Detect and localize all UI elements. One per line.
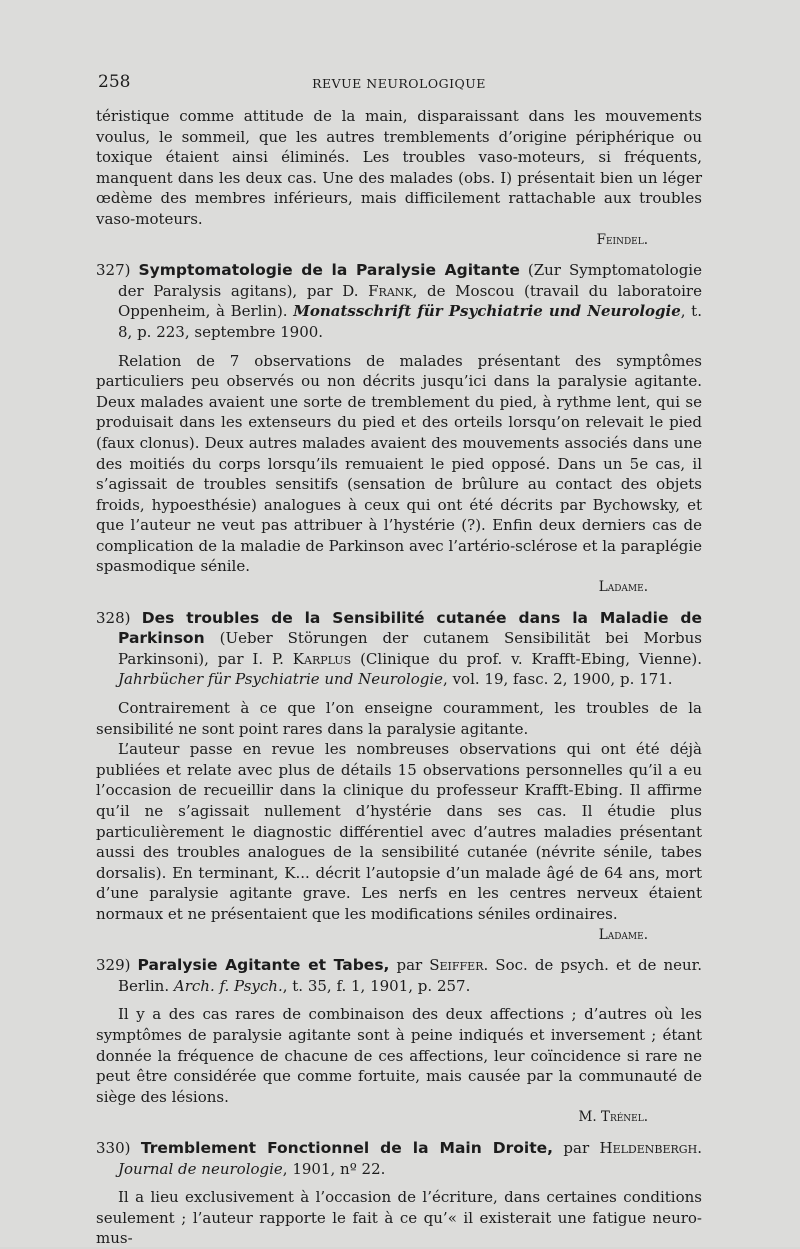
entry-330-source: Journal de neurologie	[118, 1159, 283, 1178]
entry-329-title: Paralysie Agitante et Tabes,	[137, 956, 390, 975]
entry-329	[96, 955, 702, 1128]
entry-329-number: 329)	[96, 956, 131, 975]
entry-330-details-1: par	[563, 1138, 590, 1157]
entry-327-details-1: (Zur Symptomatologie der Paralysis agitans), par D.	[118, 261, 702, 300]
page-number: 258	[98, 72, 131, 92]
entry-327-header	[96, 260, 702, 342]
page-content	[96, 72, 702, 1249]
entry-327-details-3: , t. 8, p. 223, septembre 1900.	[118, 302, 702, 341]
entry-328-details-2: (Clinique du prof. v. Krafft-Ebing, Vienne).	[360, 649, 702, 668]
entry-329-details-2: . Soc. de psych. et de neur. Berlin.	[118, 956, 702, 995]
entry-330-details-3: , 1901, nº 22.	[282, 1159, 386, 1178]
entry-329-author: Seiffer	[429, 956, 484, 975]
entry-328-body-2: L’auteur passe en revue les nombreuses observations qui ont été déjà publiées et relate avec plus de détails 15 observations personnelles qu’il a eu l’occasion de recueillir dans la clinique du professeur Krafft-Ebing. Il affirme qu’il ne s’agissait nullement d’hystérie dans ses cas. Il étudie plus particulièrement le diagnostic différentiel avec d’autres maladies présentant aussi des troubles analogues de la sensibilité cutanée (névrite sénile, tabes dorsalis). En terminant, K... décrit l’autopsie d’un malade âgé de 64 ans, mort d’une paralysie agitante grave. Les nerfs en les centres nerveux étaient normaux et ne présentaient que les modifications séniles ordinaires.	[96, 740, 702, 923]
entry-328-author: Karplus	[292, 649, 352, 668]
entry-328-header	[96, 608, 702, 690]
entry-327-details-2: , de Moscou (travail du laboratoire Oppenheim, à Berlin).	[118, 281, 702, 321]
entry-330-author: Heldenbergh	[599, 1138, 698, 1157]
entry-329-source: Arch. f. Psych.	[173, 976, 283, 995]
entry-329-header	[96, 955, 702, 996]
intro-signature: Feindel.	[596, 231, 648, 248]
entry-329-body: Il y a des cas rares de combinaison des deux affections ; d’autres où les symptômes de paralysie agitante sont à peine indiqués et inversement ; étant donnée la fréquence de chacune de ces affections, leur coïncidence si rare ne peut être considérée que comme fortuite, mais causée par la communauté de siège des lésions.	[96, 1005, 702, 1106]
entry-327-author: Frank	[368, 281, 413, 300]
entry-328-title: Des troubles de la Sensibilité cutanée dans la Maladie de Parkinson	[118, 608, 702, 648]
entry-328-source: Jahrbücher für Psychiatrie und Neurologie	[118, 670, 444, 689]
entry-329-details-3: , t. 35, f. 1, 1901, p. 257.	[282, 976, 471, 995]
entry-328-details-3: , vol. 19, fasc. 2, 1900, p. 171.	[443, 670, 673, 689]
entry-327-body: Relation de 7 observations de malades présentant des symptômes particuliers peu observés ou non décrits jusqu’ici dans la paralysie agitante. Deux malades avaient une sorte de tremblement du pied, à rythme lent, qui se produisait dans les extenseurs du pied et des orteils lorsqu’on relevait le pied (faux clonus). Deux autres malades avaient des mouvements associés dans une des moitiés du corps lorsqu’ils remuaient le pied opposé. Dans un 5e cas, il s’agissait de troubles sensitifs (sensation de brûlure au contact des objets froids, hypoesthésie) analogues à ceux qui ont été décrits par Bychowsky, et que l’auteur ne veut pas attribuer à l’hystérie (?). Enfin deux derniers cas de complication de la maladie de Parkinson avec l’artério-sclérose et la paraplégie spasmodique sénile.	[96, 351, 702, 576]
entry-327-number: 327)	[96, 261, 131, 280]
entry-328-signature: Ladame.	[598, 926, 648, 943]
entry-328-number: 328)	[96, 608, 131, 627]
entry-330-number: 330)	[96, 1138, 131, 1157]
entry-327	[96, 260, 702, 598]
entry-330-body: Il a lieu exclusivement à l’occasion de l’écriture, dans certaines conditions seulement ; l’auteur rapporte le fait à ce qu’« il existerait une fatigue neuro-mus-	[96, 1188, 702, 1248]
entry-330-header	[96, 1138, 702, 1179]
intro-paragraph: téristique comme attitude de la main, disparaissant dans les mouvements voulus, le sommeil, que les autres tremblements d’origine périphérique ou toxique étaient ainsi éliminés. Les troubles vaso-moteurs, si fréquents, manquent dans les deux cas. Une des malades (obs. I) présentait bien un léger œdème des membres inférieurs, mais difficilement rattachable aux troubles vaso-moteurs.	[96, 107, 702, 228]
entry-330	[96, 1138, 702, 1249]
entry-328-details-1: (Ueber Störungen der cutanem Sensibilität bei Morbus Parkinsoni), par I. P.	[118, 629, 702, 668]
entry-330-title: Tremblement Fonctionnel de la Main Droite,	[140, 1138, 554, 1157]
entry-329-signature: M. Trénel.	[578, 1109, 648, 1126]
running-head	[96, 72, 702, 96]
entry-327-title: Symptomatologie de la Paralysie Agitante	[138, 261, 520, 280]
entry-328-body-1: Contrairement à ce que l’on enseigne couramment, les troubles de la sensibilité ne sont point rares dans la paralysie agitante.	[96, 699, 702, 738]
entry-327-source: Monatsschrift für Psychiatrie und Neurologie	[293, 302, 681, 321]
entry-329-details-1: par	[396, 956, 423, 975]
entry-328	[96, 608, 702, 946]
journal-title: REVUE NEUROLOGIQUE	[312, 76, 486, 91]
entry-327-signature: Ladame.	[598, 579, 648, 596]
entry-330-details-2: .	[697, 1138, 702, 1157]
